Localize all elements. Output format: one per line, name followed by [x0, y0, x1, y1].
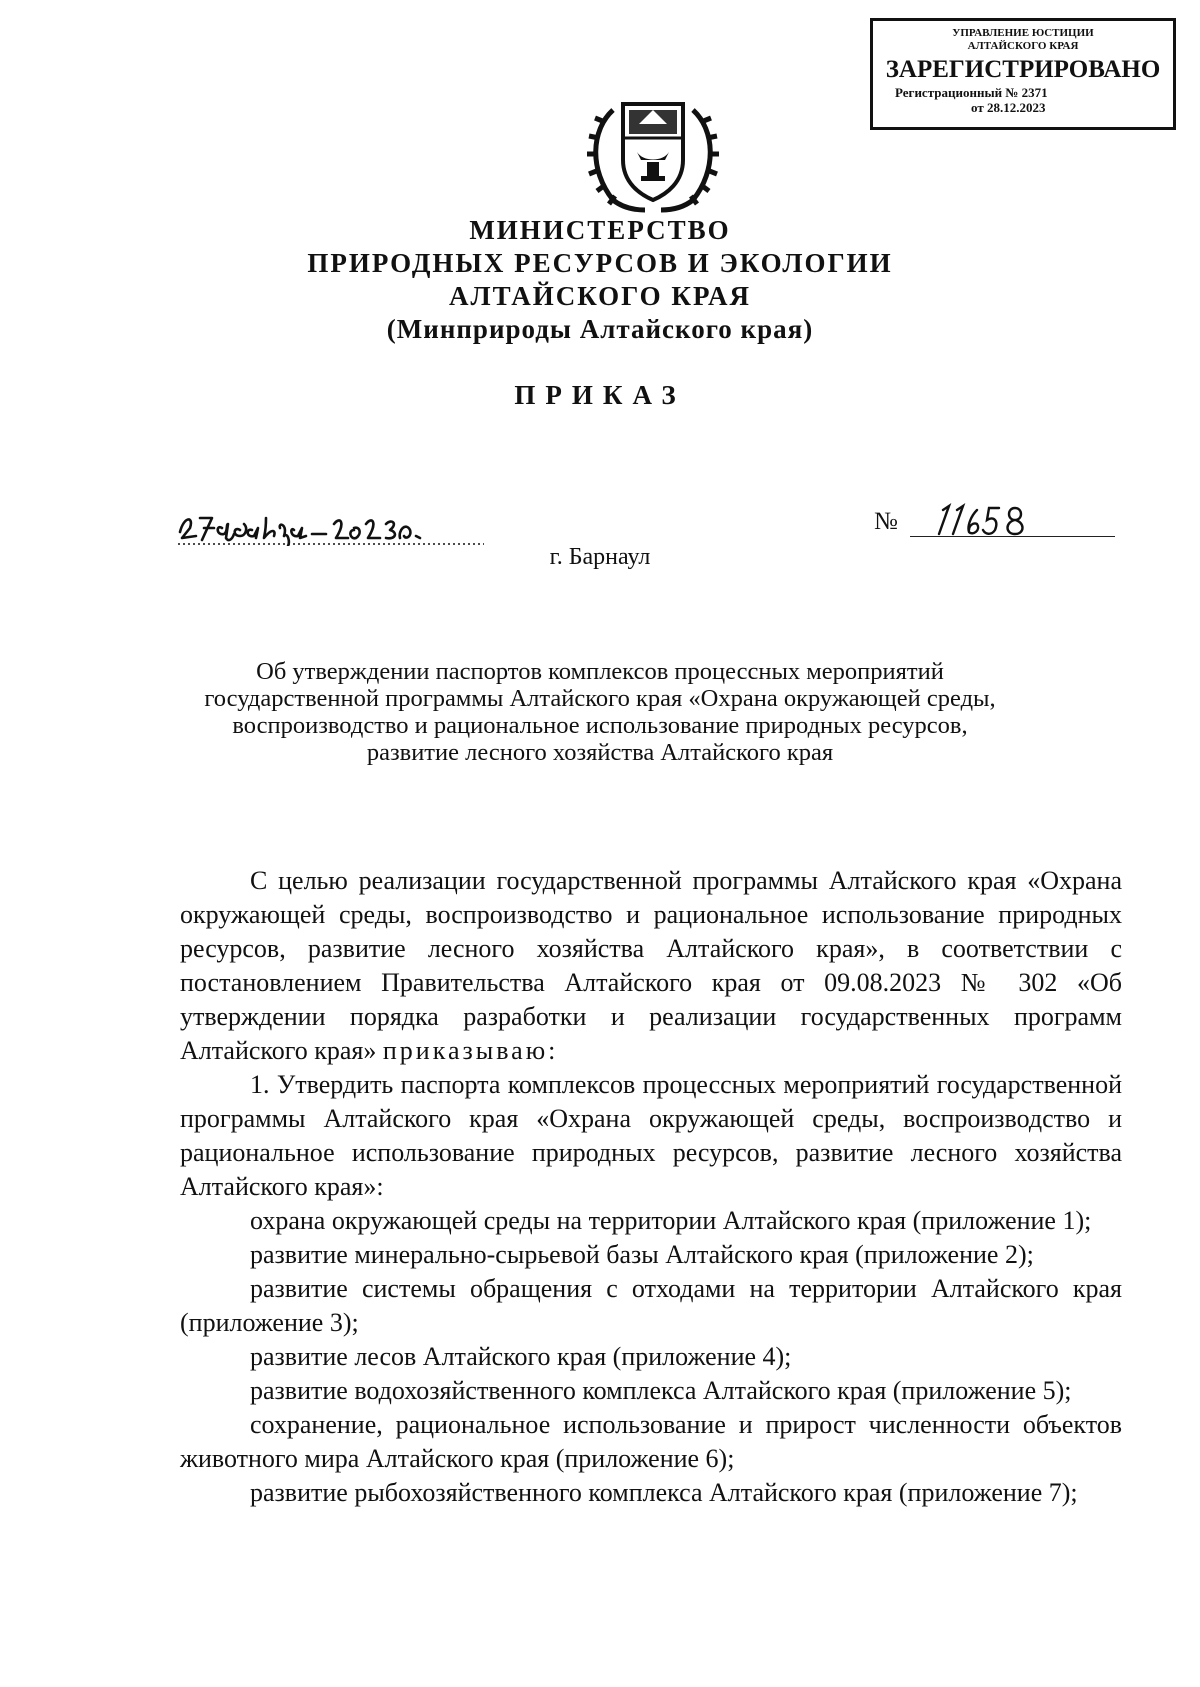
ministry-line2: ПРИРОДНЫХ РЕСУРСОВ И ЭКОЛОГИИ [307, 248, 893, 278]
subject-line4: развитие лесного хозяйства Алтайского края [366, 739, 834, 766]
list-item: охрана окружающей среды на территории Алтайского края (приложение 1); [250, 1206, 1092, 1235]
ministry-line3: АЛТАЙСКОГО КРАЯ [448, 281, 752, 311]
stamp-org-line2: АЛТАЙСКОГО КРАЯ [967, 40, 1079, 52]
list-item: развитие минерально-сырьевой базы Алтайского края (приложение 2); [250, 1240, 1034, 1269]
intro-text: С целью реализации государственной программы Алтайского края «Охрана окружающей среды, воспроизводство и рациональное использование природных ресурсов, развитие лесного хозяйства Алтайского края», в соответствии с постановлением Правительства Алтайского края от 09.08.2023 № 302 «Об утверждении порядка разработки и реализации государственных программ Алтайского края» [180, 866, 1122, 1065]
subject-line3: воспроизводство и рациональное использование природных ресурсов, [232, 712, 968, 739]
altai-krai-coat-of-arms-icon [583, 90, 723, 214]
order-number-label: № [874, 508, 898, 535]
list-item: развитие рыбохозяйственного комплекса Алтайского края (приложение 7); [250, 1478, 1078, 1507]
list-item: развитие системы обращения с отходами на территории Алтайского края (приложение 3); [180, 1274, 1122, 1337]
stamp-reg-date: от 28.12.2023 [971, 100, 1046, 115]
subject-line2: государственной программы Алтайского края «Охрана окружающей среды, [204, 685, 996, 712]
intro-paragraph [180, 864, 1122, 1068]
subject-line1: Об утверждении паспортов комплексов процессных мероприятий [256, 658, 944, 685]
stamp-reg-number: Регистрационный № 2371 [895, 85, 1048, 100]
list-item: сохранение, рациональное использование и прирост численности объектов животного мира Алтайского края (приложение 6); [180, 1410, 1122, 1473]
item-1-paragraph: 1. Утвердить паспорта комплексов процессных мероприятий государственной программы Алтайского края «Охрана окружающей среды, воспроизводство и рациональное использование природных ресурсов, развитие лесного хозяйства Алтайского края»: [180, 1070, 1122, 1201]
list-item: развитие водохозяйственного комплекса Алтайского края (приложение 5); [250, 1376, 1072, 1405]
document-body [180, 864, 1122, 1510]
handwritten-order-number [935, 500, 1035, 540]
handwritten-date [176, 502, 486, 546]
stamp-status: ЗАРЕГИСТРИРОВАНО [885, 56, 1161, 83]
registration-stamp [870, 18, 1176, 130]
document-type-title: ПРИКАЗ [514, 380, 686, 410]
intro-action: приказываю: [382, 1036, 559, 1065]
ministry-line1: МИНИСТЕРСТВО [469, 215, 731, 245]
ministry-short-name: (Минприроды Алтайского края) [386, 314, 814, 344]
stamp-org-line1: УПРАВЛЕНИЕ ЮСТИЦИИ [952, 27, 1094, 39]
city: г. Барнаул [549, 544, 651, 570]
list-item: развитие лесов Алтайского края (приложение 4); [250, 1342, 792, 1371]
